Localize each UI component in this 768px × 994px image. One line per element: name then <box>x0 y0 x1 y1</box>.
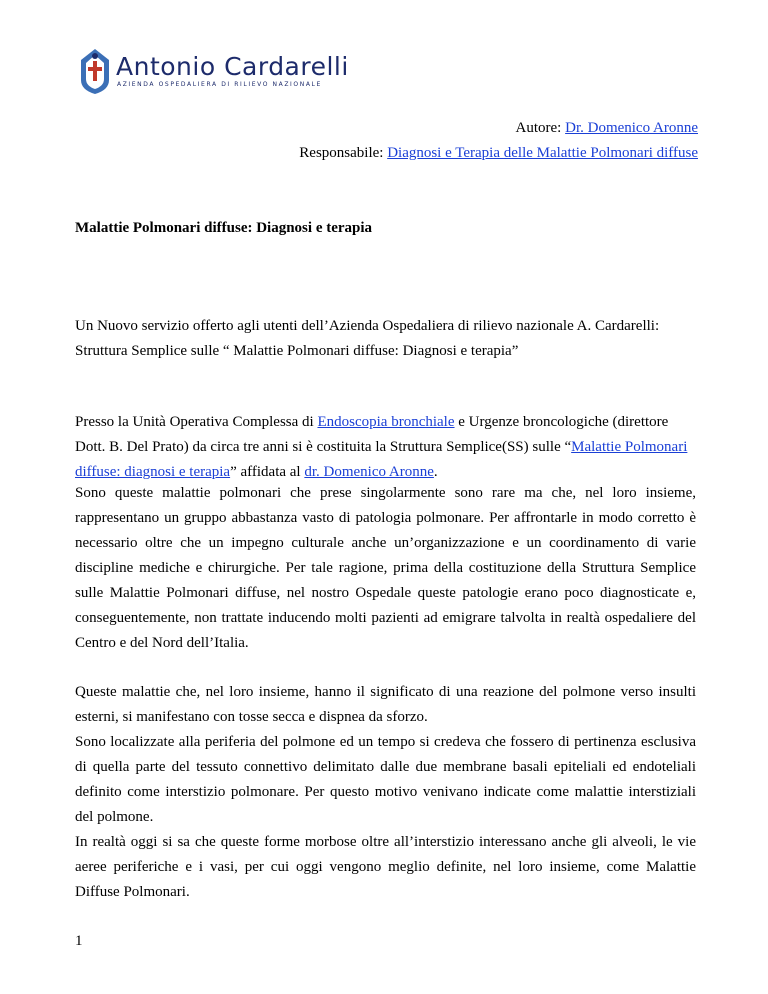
logo-emblem-icon <box>76 46 114 96</box>
p2-text-1: Presso la Unità Operativa Complessa di <box>75 414 318 430</box>
author-link[interactable]: Dr. Domenico Aronne <box>565 120 698 136</box>
intro-paragraph: Un Nuovo servizio offerto agli utenti dell’Azienda Ospedaliera di rilievo nazionale A. Cardarelli: Struttura Semplice sulle “ Malattie Polmonari diffuse: Diagnosi e terapia” <box>75 318 660 359</box>
p2-text-3: ” affidata al <box>230 464 305 480</box>
hospital-logo <box>76 46 349 98</box>
p4-sentence-2: Sono localizzate alla periferia del polmone ed un tempo si credeva che fossero di pertinenza esclusiva di quella parte del tessuto connettivo delimitato dalle due membrane basali epiteliali ed endoteliali definito come interstizio polmonare. Per questo motivo venivano indicate come malattie interstiziali del polmone. <box>75 734 696 825</box>
author-line <box>516 120 698 137</box>
logo-subtitle: AZIENDA OSPEDALIERA DI RILIEVO NAZIONALE <box>117 81 322 88</box>
p4-sentence-1: Queste malattie che, nel loro insieme, hanno il significato di una reazione del polmone verso insulti esterni, si manifestano con tosse secca e dispnea da sforzo. <box>75 684 696 725</box>
p4-sentence-3: In realtà oggi si sa che queste forme morbose oltre all’interstizio interessano anche gli alveoli, le vie aeree periferiche e i vasi, per cui oggi vengono meglio definite, nel loro insieme, come Malattie Diffuse Polmonari. <box>75 834 696 900</box>
logo-name: Antonio Cardarelli <box>116 52 349 81</box>
diseases-paragraph: Sono queste malattie polmonari che prese singolarmente sono rare ma che, nel loro insieme, rappresentano un gruppo abbastanza vasto di patologia polmonare. Per affrontarle in modo corretto è necessario oltre che un impegno culturale anche un’organizzazione e un coordinamento di varie discipline mediche e chirurgiche. Per tale ragione, prima della costituzione della Struttura Semplice sulle Malattie Polmonari diffuse, nel nostro Ospedale queste patologie erano poco diagnosticate e, conseguentemente, non trattate inducendo molti pazienti ad emigrare talvolta in realtà ospedaliere del Centro e del Nord dell’Italia. <box>75 485 696 651</box>
responsible-line <box>299 145 698 162</box>
author-label: Autore: <box>515 120 566 136</box>
document-heading: Malattie Polmonari diffuse: Diagnosi e terapia <box>75 220 373 236</box>
page-number: 1 <box>75 933 83 949</box>
symptoms-paragraph <box>75 680 696 905</box>
doctor-link[interactable]: dr. Domenico Aronne <box>304 464 434 480</box>
responsible-label: Responsabile: <box>299 145 388 161</box>
p2-text-4: . <box>433 464 438 480</box>
p2-text-2: e Urgenze broncologiche (direttore Dott. B. Del Prato) da circa tre anni si è costituita la Struttura Semplice(SS) sulle “ <box>75 414 669 455</box>
endoscopy-link[interactable]: Endoscopia bronchiale <box>317 414 455 430</box>
responsible-link[interactable]: Diagnosi e Terapia delle Malattie Polmonari diffuse <box>387 145 698 161</box>
structure-paragraph <box>75 410 696 485</box>
diffuse-diseases-link[interactable]: Malattie Polmonari diffuse: diagnosi e terapia <box>75 439 688 480</box>
